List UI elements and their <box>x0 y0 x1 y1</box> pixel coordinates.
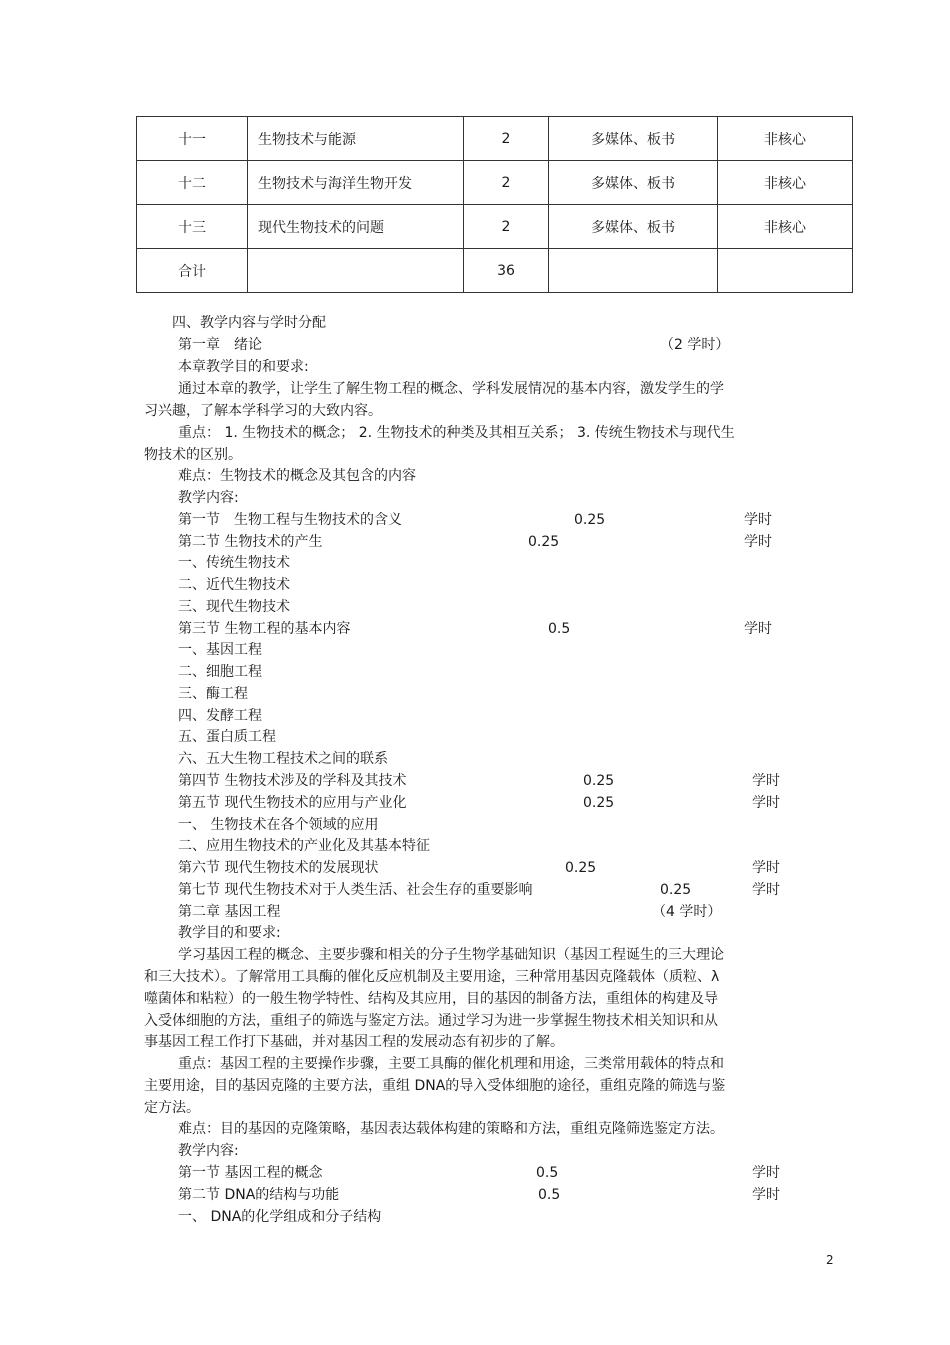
empty-cell <box>248 249 464 293</box>
empty-cell <box>549 249 718 293</box>
section-hours: 0.5 <box>536 1165 559 1181</box>
text-line: 主要用途，目的基因克隆的主要方法，重组 DNA的导入受体细胞的途径，重组克隆的筛选与鉴 <box>144 1078 726 1094</box>
course-schedule-table <box>136 116 853 293</box>
chapter-hours-note: （4 学时） <box>652 904 722 920</box>
list-item: 三、现代生物技术 <box>178 599 290 615</box>
text-line: 噬菌体和粘粒）的一般生物学特性、结构及其应用，目的基因的制备方法，重组体的构建及导 <box>144 991 718 1007</box>
text-line: 教学内容: <box>178 490 239 506</box>
section-title: 第一节 基因工程的概念 <box>178 1165 323 1181</box>
hours-unit: 学时 <box>752 860 780 876</box>
section-title: 第四节 生物技术涉及的学科及其技术 <box>178 773 407 789</box>
section-hours: 0.25 <box>574 512 606 528</box>
list-item: 六、五大生物工程技术之间的联系 <box>178 751 388 767</box>
chapter-hours-note: （2 学时） <box>660 337 730 353</box>
table-row <box>137 205 853 249</box>
text-line: 习兴趣，了解本学科学习的大致内容。 <box>144 403 382 419</box>
hours-unit: 学时 <box>752 773 780 789</box>
list-item: 一、基因工程 <box>178 642 262 658</box>
section-hours: 0.5 <box>548 621 571 637</box>
table-row <box>137 117 853 161</box>
chapter-type: 非核心 <box>718 161 853 205</box>
chapter-heading: 第一章 绪论 <box>178 337 262 353</box>
list-item: 一、 生物技术在各个领域的应用 <box>178 817 379 833</box>
section-title: 第二节 DNA的结构与功能 <box>178 1187 340 1203</box>
chapter-number: 十二 <box>137 161 248 205</box>
list-item: 二、细胞工程 <box>178 664 262 680</box>
text-line: 难点：生物技术的概念及其包含的内容 <box>178 468 416 484</box>
chapter-hours: 2 <box>464 117 549 161</box>
section-title: 第六节 现代生物技术的发展现状 <box>178 860 379 876</box>
list-item: 四、发酵工程 <box>178 708 262 724</box>
list-item: 三、酶工程 <box>178 686 248 702</box>
text-line: 本章教学目的和要求: <box>178 359 309 375</box>
section-title: 第七节 现代生物技术对于人类生活、社会生存的重要影响 <box>178 882 533 898</box>
section-hours: 0.5 <box>538 1187 561 1203</box>
text-line: 难点：目的基因的克隆策略，基因表达载体构建的策略和方法，重组克隆筛选鉴定方法。 <box>178 1121 724 1137</box>
chapter-type: 非核心 <box>718 205 853 249</box>
chapter-title: 生物技术与能源 <box>248 117 464 161</box>
table-row <box>137 161 853 205</box>
teaching-method: 多媒体、板书 <box>549 205 718 249</box>
text-line: 学习基因工程的概念、主要步骤和相关的分子生物学基础知识（基因工程诞生的三大理论 <box>178 947 724 963</box>
section-hours: 0.25 <box>583 773 615 789</box>
text-line: 教学目的和要求: <box>178 925 281 941</box>
teaching-method: 多媒体、板书 <box>549 117 718 161</box>
list-item: 一、 DNA的化学组成和分子结构 <box>178 1209 382 1225</box>
chapter-heading: 第二章 基因工程 <box>178 904 281 920</box>
hours-unit: 学时 <box>752 882 780 898</box>
section-title: 第三节 生物工程的基本内容 <box>178 621 351 637</box>
section-title: 第一节 生物工程与生物技术的含义 <box>178 512 402 528</box>
text-line: 定方法。 <box>144 1100 200 1116</box>
text-line: 重点： 1. 生物技术的概念； 2. 生物技术的种类及其相互关系； 3. 传统生物技术与现代生 <box>178 425 735 441</box>
text-line: 和三大技术）。了解常用工具酶的催化反应机制及主要用途，三种常用基因克隆载体（质粒、λ <box>144 969 720 985</box>
chapter-type: 非核心 <box>718 117 853 161</box>
chapter-hours: 2 <box>464 205 549 249</box>
hours-unit: 学时 <box>752 795 780 811</box>
chapter-title: 现代生物技术的问题 <box>248 205 464 249</box>
list-item: 二、应用生物技术的产业化及其基本特征 <box>178 838 430 854</box>
text-line: 入受体细胞的方法，重组子的筛选与鉴定方法。通过学习为进一步掌握生物技术相关知识和从 <box>144 1013 718 1029</box>
list-item: 五、蛋白质工程 <box>178 729 276 745</box>
total-label: 合计 <box>137 249 248 293</box>
section-hours: 0.25 <box>528 534 560 550</box>
text-line: 通过本章的教学，让学生了解生物工程的概念、学科发展情况的基本内容，激发学生的学 <box>178 381 724 397</box>
section-title: 第五节 现代生物技术的应用与产业化 <box>178 795 407 811</box>
hours-unit: 学时 <box>752 1165 780 1181</box>
list-item: 一、传统生物技术 <box>178 555 290 571</box>
hours-unit: 学时 <box>744 512 772 528</box>
list-item: 二、近代生物技术 <box>178 577 290 593</box>
text-line: 事基因工程工作打下基础，并对基因工程的发展动态有初步的了解。 <box>144 1034 564 1050</box>
page-number: 2 <box>826 1253 834 1267</box>
chapter-number: 十三 <box>137 205 248 249</box>
empty-cell <box>718 249 853 293</box>
chapter-hours: 2 <box>464 161 549 205</box>
total-hours: 36 <box>464 249 549 293</box>
hours-unit: 学时 <box>744 534 772 550</box>
section-heading: 四、教学内容与学时分配 <box>172 315 326 331</box>
section-hours: 0.25 <box>660 882 692 898</box>
text-line: 重点：基因工程的主要操作步骤，主要工具酶的催化机理和用途，三类常用载体的特点和 <box>178 1056 724 1072</box>
text-line: 物技术的区别。 <box>144 447 242 463</box>
section-hours: 0.25 <box>583 795 615 811</box>
text-line: 教学内容: <box>178 1143 239 1159</box>
section-hours: 0.25 <box>565 860 597 876</box>
chapter-title: 生物技术与海洋生物开发 <box>248 161 464 205</box>
table-total-row <box>137 249 853 293</box>
hours-unit: 学时 <box>752 1187 780 1203</box>
hours-unit: 学时 <box>744 621 772 637</box>
section-title: 第二节 生物技术的产生 <box>178 534 323 550</box>
chapter-number: 十一 <box>137 117 248 161</box>
teaching-method: 多媒体、板书 <box>549 161 718 205</box>
